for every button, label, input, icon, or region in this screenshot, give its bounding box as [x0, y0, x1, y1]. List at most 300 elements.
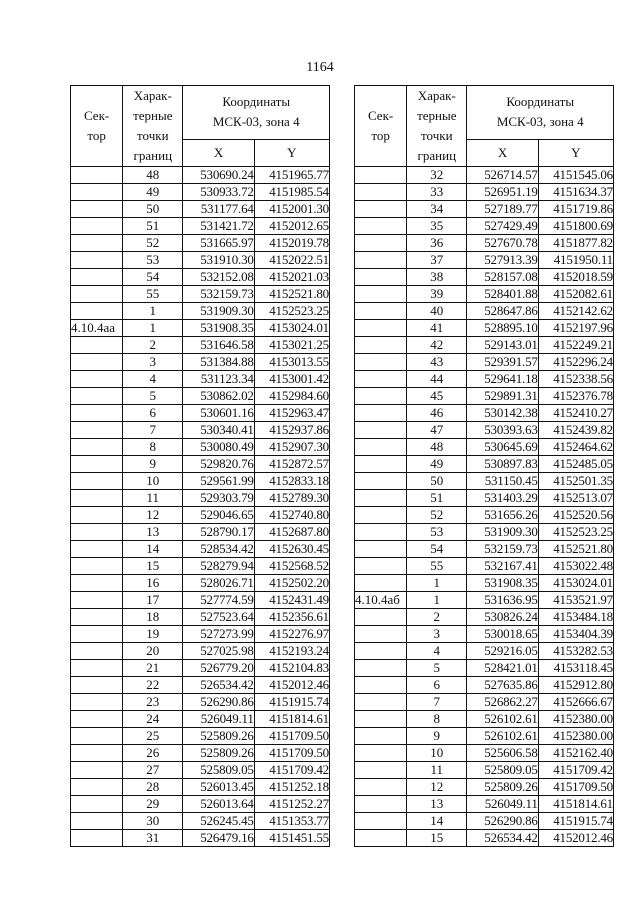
sector-cell	[355, 184, 407, 201]
header-sector-label: Сек- тор	[367, 108, 394, 143]
table-row	[71, 626, 330, 643]
y-cell: 4152104.83	[254, 660, 329, 677]
y-cell: 4153118.45	[538, 660, 613, 677]
x-cell: 527635.86	[467, 677, 538, 694]
table-row	[71, 541, 330, 558]
x-cell: 531656.26	[467, 507, 538, 524]
y-cell: 4151814.61	[254, 711, 329, 728]
y-cell: 4151634.37	[538, 184, 613, 201]
point-cell: 52	[123, 235, 183, 252]
x-cell: 526245.45	[183, 813, 254, 830]
sector-cell	[71, 303, 123, 320]
x-cell: 530080.49	[183, 439, 254, 456]
x-cell: 528790.17	[183, 524, 254, 541]
y-cell: 4152740.80	[254, 507, 329, 524]
table-row	[71, 405, 330, 422]
point-cell: 9	[407, 728, 467, 745]
table-row	[355, 354, 614, 371]
table-row	[71, 575, 330, 592]
sector-cell	[355, 371, 407, 388]
header-coords	[183, 86, 330, 140]
sector-cell	[355, 507, 407, 524]
x-cell: 527913.39	[467, 252, 538, 269]
y-cell: 4152296.24	[538, 354, 613, 371]
x-cell: 527523.64	[183, 609, 254, 626]
sector-cell	[71, 269, 123, 286]
header-y: Y	[538, 139, 613, 166]
y-cell: 4152568.52	[254, 558, 329, 575]
sector-cell	[71, 762, 123, 779]
sector-cell	[71, 354, 123, 371]
coordinates-table-right	[354, 85, 614, 847]
y-cell: 4153024.01	[254, 320, 329, 337]
table-row	[71, 201, 330, 218]
y-cell: 4153521.97	[538, 592, 613, 609]
table-row	[71, 677, 330, 694]
point-cell: 2	[123, 337, 183, 354]
y-cell: 4152380.00	[538, 728, 613, 745]
point-cell: 53	[407, 524, 467, 541]
header-sector	[355, 86, 407, 167]
x-cell: 531665.97	[183, 235, 254, 252]
x-cell: 532167.41	[467, 558, 538, 575]
x-cell: 525809.26	[183, 745, 254, 762]
y-cell: 4151451.55	[254, 830, 329, 847]
sector-cell: 4.10.4аа	[71, 320, 123, 337]
x-cell: 530862.02	[183, 388, 254, 405]
sector-cell	[71, 218, 123, 235]
sector-cell	[355, 694, 407, 711]
header-y: Y	[254, 139, 329, 166]
point-cell: 42	[407, 337, 467, 354]
page-number: 1164	[306, 60, 334, 75]
x-cell: 526102.61	[467, 711, 538, 728]
table-row	[355, 626, 614, 643]
sector-cell	[71, 405, 123, 422]
point-cell: 4	[123, 371, 183, 388]
y-cell: 4151709.50	[538, 779, 613, 796]
y-cell: 4152513.07	[538, 490, 613, 507]
table-row	[355, 779, 614, 796]
sector-cell	[71, 524, 123, 541]
x-cell: 525809.26	[183, 728, 254, 745]
x-cell: 525606.58	[467, 745, 538, 762]
x-cell: 530018.65	[467, 626, 538, 643]
y-cell: 4151814.61	[538, 796, 613, 813]
table-row	[355, 660, 614, 677]
y-cell: 4152666.67	[538, 694, 613, 711]
point-cell: 20	[123, 643, 183, 660]
y-cell: 4153013.55	[254, 354, 329, 371]
x-cell: 526479.16	[183, 830, 254, 847]
point-cell: 18	[123, 609, 183, 626]
table-row	[355, 490, 614, 507]
sector-cell	[71, 252, 123, 269]
x-cell: 531646.58	[183, 337, 254, 354]
table-row	[355, 575, 614, 592]
sector-cell	[71, 507, 123, 524]
header-sector	[71, 86, 123, 167]
y-cell: 4152001.30	[254, 201, 329, 218]
point-cell: 39	[407, 286, 467, 303]
table-row	[355, 796, 614, 813]
y-cell: 4152630.45	[254, 541, 329, 558]
point-cell: 50	[123, 201, 183, 218]
y-cell: 4151800.69	[538, 218, 613, 235]
y-cell: 4152431.49	[254, 592, 329, 609]
sector-cell	[355, 320, 407, 337]
table-row	[355, 167, 614, 184]
y-cell: 4151877.82	[538, 235, 613, 252]
sector-cell	[71, 830, 123, 847]
point-cell: 38	[407, 269, 467, 286]
sector-cell	[355, 796, 407, 813]
sector-cell	[71, 575, 123, 592]
point-cell: 11	[123, 490, 183, 507]
table-row	[355, 558, 614, 575]
point-cell: 49	[123, 184, 183, 201]
x-cell: 526714.57	[467, 167, 538, 184]
table-row	[355, 252, 614, 269]
point-cell: 31	[123, 830, 183, 847]
x-cell: 526534.42	[183, 677, 254, 694]
table-row	[71, 490, 330, 507]
sector-cell	[355, 813, 407, 830]
y-cell: 4151709.42	[538, 762, 613, 779]
table-row	[355, 201, 614, 218]
x-cell: 531908.35	[467, 575, 538, 592]
y-cell: 4153484.18	[538, 609, 613, 626]
x-cell: 530933.72	[183, 184, 254, 201]
point-cell: 51	[123, 218, 183, 235]
sector-cell	[355, 745, 407, 762]
x-cell: 528534.42	[183, 541, 254, 558]
table-row	[71, 711, 330, 728]
table-row	[355, 405, 614, 422]
sector-cell	[71, 728, 123, 745]
point-cell: 48	[407, 439, 467, 456]
y-cell: 4152963.47	[254, 405, 329, 422]
point-cell: 13	[123, 524, 183, 541]
point-cell: 9	[123, 456, 183, 473]
table-row	[71, 592, 330, 609]
point-cell: 19	[123, 626, 183, 643]
table-row	[71, 507, 330, 524]
y-cell: 4153404.39	[538, 626, 613, 643]
point-cell: 22	[123, 677, 183, 694]
table-row	[71, 643, 330, 660]
table-row	[71, 762, 330, 779]
y-cell: 4152380.00	[538, 711, 613, 728]
sector-cell	[355, 286, 407, 303]
sector-cell	[355, 524, 407, 541]
y-cell: 4152019.78	[254, 235, 329, 252]
point-cell: 40	[407, 303, 467, 320]
table-row	[71, 303, 330, 320]
table-row	[71, 558, 330, 575]
y-cell: 4152018.59	[538, 269, 613, 286]
point-cell: 4	[407, 643, 467, 660]
sector-cell	[355, 269, 407, 286]
y-cell: 4152485.05	[538, 456, 613, 473]
table-row	[355, 269, 614, 286]
y-cell: 4152276.97	[254, 626, 329, 643]
point-cell: 5	[123, 388, 183, 405]
sector-cell	[355, 541, 407, 558]
point-cell: 53	[123, 252, 183, 269]
sector-cell	[71, 626, 123, 643]
x-cell: 531910.30	[183, 252, 254, 269]
point-cell: 48	[123, 167, 183, 184]
point-cell: 46	[407, 405, 467, 422]
x-cell: 529046.65	[183, 507, 254, 524]
sector-cell	[355, 303, 407, 320]
point-cell: 1	[123, 320, 183, 337]
table-row	[71, 728, 330, 745]
y-cell: 4152142.62	[538, 303, 613, 320]
x-cell: 532159.73	[183, 286, 254, 303]
x-cell: 530393.63	[467, 422, 538, 439]
point-cell: 1	[407, 592, 467, 609]
y-cell: 4152907.30	[254, 439, 329, 456]
y-cell: 4151985.54	[254, 184, 329, 201]
y-cell: 4151950.11	[538, 252, 613, 269]
table-row	[355, 303, 614, 320]
sector-cell	[355, 558, 407, 575]
y-cell: 4151252.18	[254, 779, 329, 796]
x-cell: 526779.20	[183, 660, 254, 677]
x-cell: 530645.69	[467, 439, 538, 456]
sector-cell	[355, 728, 407, 745]
sector-cell: 4.10.4аб	[355, 592, 407, 609]
sector-cell	[71, 592, 123, 609]
table-row	[71, 456, 330, 473]
table-row	[71, 830, 330, 847]
header-x: X	[183, 139, 254, 166]
x-cell: 526013.64	[183, 796, 254, 813]
sector-cell	[71, 745, 123, 762]
x-cell: 527273.99	[183, 626, 254, 643]
point-cell: 43	[407, 354, 467, 371]
table-body-left	[71, 167, 330, 847]
header-points-label: Харак- терные точки границ	[133, 88, 173, 163]
table-row	[355, 694, 614, 711]
point-cell: 45	[407, 388, 467, 405]
sector-cell	[355, 779, 407, 796]
sector-cell	[71, 286, 123, 303]
sector-cell	[71, 796, 123, 813]
y-cell: 4152833.18	[254, 473, 329, 490]
point-cell: 26	[123, 745, 183, 762]
y-cell: 4152687.80	[254, 524, 329, 541]
sector-cell	[355, 575, 407, 592]
point-cell: 17	[123, 592, 183, 609]
y-cell: 4152082.61	[538, 286, 613, 303]
point-cell: 3	[123, 354, 183, 371]
table-row	[71, 354, 330, 371]
x-cell: 531908.35	[183, 320, 254, 337]
sector-cell	[71, 371, 123, 388]
sector-cell	[71, 643, 123, 660]
point-cell: 34	[407, 201, 467, 218]
y-cell: 4152197.96	[538, 320, 613, 337]
sector-cell	[355, 456, 407, 473]
sector-cell	[355, 337, 407, 354]
point-cell: 12	[123, 507, 183, 524]
sector-cell	[71, 439, 123, 456]
table-row	[355, 235, 614, 252]
y-cell: 4152872.57	[254, 456, 329, 473]
x-cell: 530690.24	[183, 167, 254, 184]
point-cell: 50	[407, 473, 467, 490]
table-row	[71, 813, 330, 830]
point-cell: 33	[407, 184, 467, 201]
table-row	[355, 456, 614, 473]
point-cell: 35	[407, 218, 467, 235]
x-cell: 527189.77	[467, 201, 538, 218]
sector-cell	[71, 456, 123, 473]
x-cell: 527774.59	[183, 592, 254, 609]
y-cell: 4153021.25	[254, 337, 329, 354]
point-cell: 16	[123, 575, 183, 592]
table-row	[355, 643, 614, 660]
x-cell: 530142.38	[467, 405, 538, 422]
table-row	[355, 218, 614, 235]
point-cell: 54	[407, 541, 467, 558]
point-cell: 2	[407, 609, 467, 626]
table-row	[355, 439, 614, 456]
y-cell: 4152501.35	[538, 473, 613, 490]
point-cell: 44	[407, 371, 467, 388]
header-coords-label: Координаты МСК-03, зона 4	[212, 94, 300, 130]
point-cell: 36	[407, 235, 467, 252]
x-cell: 528157.08	[467, 269, 538, 286]
y-cell: 4152523.25	[254, 303, 329, 320]
sector-cell	[71, 694, 123, 711]
x-cell: 528279.94	[183, 558, 254, 575]
sector-cell	[71, 490, 123, 507]
point-cell: 1	[123, 303, 183, 320]
sector-cell	[355, 439, 407, 456]
x-cell: 531421.72	[183, 218, 254, 235]
y-cell: 4151709.50	[254, 745, 329, 762]
y-cell: 4152984.60	[254, 388, 329, 405]
x-cell: 526102.61	[467, 728, 538, 745]
sector-cell	[355, 405, 407, 422]
point-cell: 7	[123, 422, 183, 439]
x-cell: 531909.30	[183, 303, 254, 320]
point-cell: 13	[407, 796, 467, 813]
x-cell: 528026.71	[183, 575, 254, 592]
point-cell: 29	[123, 796, 183, 813]
table-row	[71, 745, 330, 762]
x-cell: 526290.86	[467, 813, 538, 830]
x-cell: 529561.99	[183, 473, 254, 490]
point-cell: 6	[407, 677, 467, 694]
point-cell: 15	[407, 830, 467, 847]
y-cell: 4152356.61	[254, 609, 329, 626]
point-cell: 14	[123, 541, 183, 558]
table-row	[71, 660, 330, 677]
x-cell: 529143.01	[467, 337, 538, 354]
point-cell: 21	[123, 660, 183, 677]
point-cell: 1	[407, 575, 467, 592]
x-cell: 529820.76	[183, 456, 254, 473]
x-cell: 527025.98	[183, 643, 254, 660]
point-cell: 27	[123, 762, 183, 779]
sector-cell	[71, 541, 123, 558]
y-cell: 4151915.74	[538, 813, 613, 830]
point-cell: 8	[123, 439, 183, 456]
x-cell: 531123.34	[183, 371, 254, 388]
sector-cell	[355, 354, 407, 371]
point-cell: 5	[407, 660, 467, 677]
header-points	[123, 86, 183, 167]
x-cell: 527429.49	[467, 218, 538, 235]
x-cell: 526862.27	[467, 694, 538, 711]
header-coords-label: Координаты МСК-03, зона 4	[496, 94, 584, 130]
sector-cell	[71, 473, 123, 490]
table-row	[71, 269, 330, 286]
x-cell: 525809.05	[183, 762, 254, 779]
table-row	[71, 473, 330, 490]
x-cell: 526049.11	[467, 796, 538, 813]
sector-cell	[71, 235, 123, 252]
header-points	[407, 86, 467, 167]
y-cell: 4152521.80	[254, 286, 329, 303]
table-row	[71, 524, 330, 541]
sector-cell	[355, 235, 407, 252]
table-row	[71, 439, 330, 456]
table-row	[71, 694, 330, 711]
sector-cell	[71, 337, 123, 354]
table-row	[355, 286, 614, 303]
table-body-right	[355, 167, 614, 847]
x-cell: 526290.86	[183, 694, 254, 711]
sector-cell	[71, 167, 123, 184]
x-cell: 531384.88	[183, 354, 254, 371]
table-row	[71, 371, 330, 388]
y-cell: 4151709.50	[254, 728, 329, 745]
table-row	[355, 830, 614, 847]
sector-cell	[355, 626, 407, 643]
sector-cell	[71, 677, 123, 694]
x-cell: 526013.45	[183, 779, 254, 796]
table-row	[355, 592, 614, 609]
table-row	[71, 218, 330, 235]
table-row	[355, 524, 614, 541]
x-cell: 531177.64	[183, 201, 254, 218]
table-row	[71, 609, 330, 626]
point-cell: 24	[123, 711, 183, 728]
x-cell: 529303.79	[183, 490, 254, 507]
sector-cell	[355, 167, 407, 184]
table-row	[355, 422, 614, 439]
y-cell: 4152012.65	[254, 218, 329, 235]
coordinates-table-left	[70, 85, 330, 847]
point-cell: 7	[407, 694, 467, 711]
point-cell: 15	[123, 558, 183, 575]
x-cell: 530826.24	[467, 609, 538, 626]
point-cell: 30	[123, 813, 183, 830]
sector-cell	[71, 201, 123, 218]
x-cell: 530897.83	[467, 456, 538, 473]
table-row	[71, 252, 330, 269]
table-row	[355, 813, 614, 830]
header-x: X	[467, 139, 538, 166]
x-cell: 530601.16	[183, 405, 254, 422]
y-cell: 4152021.03	[254, 269, 329, 286]
